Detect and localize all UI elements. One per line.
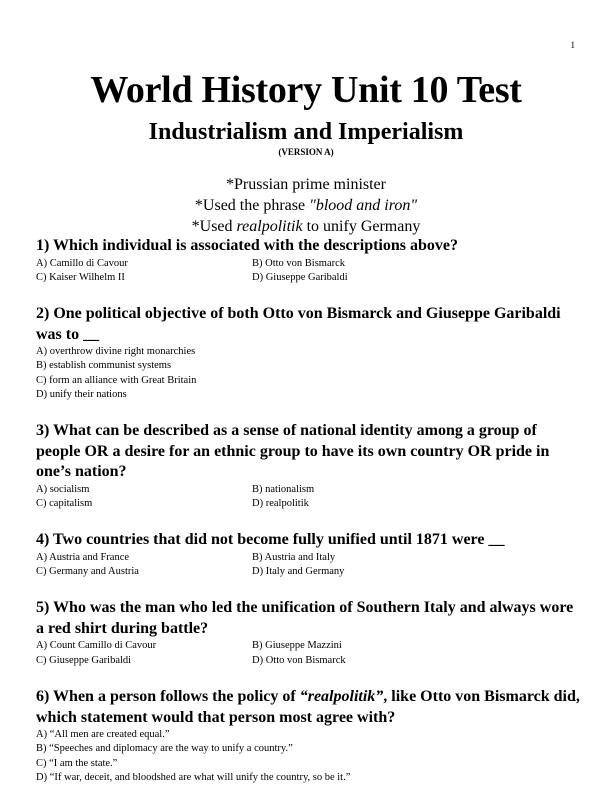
clue-item bbox=[0, 195, 612, 216]
answer-option[interactable]: B) establish communist systems bbox=[36, 360, 172, 372]
page-number: 1 bbox=[570, 40, 575, 50]
question-text: 3) What can be described as a sense of national identity among a group of people OR a desire for an ethnic group to have its own country OR pride in one’s nation? bbox=[36, 422, 550, 481]
answer-option[interactable]: C) Germany and Austria bbox=[36, 566, 139, 578]
version-label: (VERSION A) bbox=[278, 147, 334, 157]
question-2 bbox=[36, 304, 581, 402]
question-text-part: 6) When a person follows the policy of bbox=[36, 688, 300, 706]
test-title: World History Unit 10 Test bbox=[90, 69, 522, 111]
answer-option[interactable]: B) nationalism bbox=[252, 483, 315, 495]
clue-item bbox=[0, 216, 612, 237]
clue-term: realpolitik bbox=[236, 218, 303, 235]
answer-option[interactable]: A) Camillo di Cavour bbox=[36, 257, 128, 269]
answer-options bbox=[36, 551, 581, 580]
answer-options bbox=[36, 257, 581, 286]
answer-options bbox=[36, 728, 581, 785]
clue-text: *Used the phrase bbox=[194, 197, 310, 214]
answer-option[interactable]: A) socialism bbox=[36, 483, 90, 495]
question-1 bbox=[36, 236, 581, 285]
question-5 bbox=[36, 598, 581, 668]
test-subtitle: Industrialism and Imperialism bbox=[148, 119, 464, 145]
answer-option[interactable]: B) “Speeches and diplomacy are the way to unify a country.” bbox=[36, 743, 293, 755]
answer-option[interactable]: D) “If war, deceit, and bloodshed are what will unify the country, so be it.” bbox=[36, 771, 351, 783]
answer-option[interactable]: C) capitalism bbox=[36, 498, 93, 510]
clue-quote: "blood and iron" bbox=[309, 197, 418, 214]
question-text: 2) One political objective of both Otto von Bismarck and Giuseppe Garibaldi was to __ bbox=[36, 305, 561, 343]
answer-option[interactable]: A) Count Camillo di Cavour bbox=[36, 640, 157, 652]
answer-option[interactable]: D) unify their nations bbox=[36, 388, 127, 400]
answer-option[interactable]: B) Giuseppe Mazzini bbox=[252, 640, 342, 652]
answer-option[interactable]: D) Giuseppe Garibaldi bbox=[252, 271, 348, 283]
answer-option[interactable]: A) overthrow divine right monarchies bbox=[36, 346, 196, 358]
answer-option[interactable]: D) Otto von Bismarck bbox=[252, 654, 346, 666]
clue-item: *Prussian prime minister bbox=[226, 176, 386, 193]
answer-options bbox=[36, 483, 581, 512]
clue-text: *Used bbox=[191, 218, 237, 235]
answer-option[interactable]: C) Giuseppe Garibaldi bbox=[36, 654, 132, 666]
answer-option[interactable]: B) Otto von Bismarck bbox=[252, 257, 346, 269]
answer-option[interactable]: A) “All men are created equal.” bbox=[36, 729, 170, 741]
question-text: 1) Which individual is associated with the descriptions above? bbox=[36, 237, 458, 254]
answer-option[interactable]: C) form an alliance with Great Britain bbox=[36, 374, 197, 386]
question-term: “realpolitik” bbox=[299, 688, 384, 706]
question-6 bbox=[36, 687, 581, 785]
clue-text: to unify Germany bbox=[302, 218, 421, 235]
answer-option[interactable]: B) Austria and Italy bbox=[252, 551, 336, 563]
question-text bbox=[36, 687, 581, 728]
question-text: 5) Who was the man who led the unification of Southern Italy and always wore a red shirt during battle? bbox=[36, 599, 574, 637]
question-3 bbox=[36, 421, 581, 511]
question-list bbox=[36, 236, 581, 785]
clue-list bbox=[0, 174, 612, 237]
answer-options bbox=[36, 639, 581, 668]
answer-option[interactable]: C) “I am the state.” bbox=[36, 757, 118, 769]
answer-option[interactable]: D) Italy and Germany bbox=[252, 566, 345, 578]
answer-option[interactable]: D) realpolitik bbox=[252, 498, 309, 510]
answer-option[interactable]: A) Austria and France bbox=[36, 551, 130, 563]
answer-options bbox=[36, 345, 581, 402]
question-4 bbox=[36, 530, 581, 579]
answer-option[interactable]: C) Kaiser Wilhelm II bbox=[36, 271, 125, 283]
question-text: 4) Two countries that did not become fully unified until 1871 were __ bbox=[36, 531, 505, 549]
question-text-part: , like Otto von Bismarck did, which statement would that person most agree with? bbox=[36, 688, 580, 726]
